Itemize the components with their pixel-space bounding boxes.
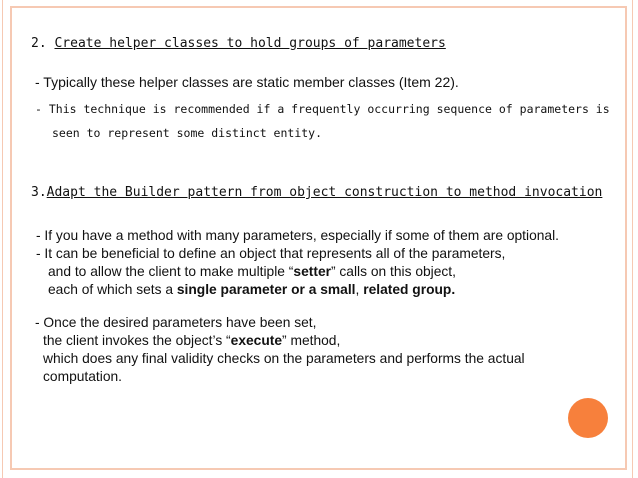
- section3-heading: [31, 185, 602, 200]
- section3-para2-line2: [43, 333, 340, 348]
- single-parameter-term: single parameter or a small: [176, 282, 356, 297]
- orange-circle-decoration: [568, 398, 608, 438]
- section3-bullet1: - If you have a method with many parameters, especially if some of them are optional.: [36, 228, 560, 243]
- section2-title: Create helper classes to hold groups of parameters: [54, 36, 446, 51]
- left-border-rule: [2, 0, 3, 478]
- section3-line4: [48, 282, 455, 297]
- section3-title: Adapt the Builder pattern from object construction to method invocation: [46, 185, 603, 200]
- section2-line3: seen to represent some distinct entity.: [52, 126, 323, 140]
- section3-bullet2: - It can be beneficial to define an object that represents all of the parameters,: [36, 246, 506, 261]
- section3-para2-line2-pre: the client invokes the object’s “: [43, 333, 231, 348]
- section3-para2-line1: - Once the desired parameters have been set,: [35, 315, 317, 330]
- section3-para2-line3: which does any final validity checks on the parameters and performs the actual: [43, 351, 525, 366]
- section2-number: 2.: [31, 36, 55, 51]
- related-group-term: related group.: [363, 282, 456, 297]
- section3-line3-post: ” calls on this object,: [330, 264, 456, 279]
- section3-para2-line2-post: ” method,: [282, 333, 341, 348]
- section3-line4-pre: each of which sets a: [48, 282, 177, 297]
- section2-heading: [31, 36, 446, 51]
- setter-term: setter: [293, 264, 331, 279]
- section3-para2-line4: computation.: [43, 369, 122, 384]
- section2-line2: - This technique is recommended if a frequently occurring sequence of parameters is: [35, 102, 610, 116]
- execute-term: execute: [230, 333, 283, 348]
- right-border-rule: [632, 0, 633, 478]
- section3-line3: [48, 264, 456, 279]
- section3-line3-pre: and to allow the client to make multiple “: [48, 264, 294, 279]
- section3-number: 3.: [31, 185, 47, 200]
- section2-line1: - Typically these helper classes are static member classes (Item 22).: [35, 74, 459, 90]
- section3-line4-mid: ,: [355, 282, 364, 297]
